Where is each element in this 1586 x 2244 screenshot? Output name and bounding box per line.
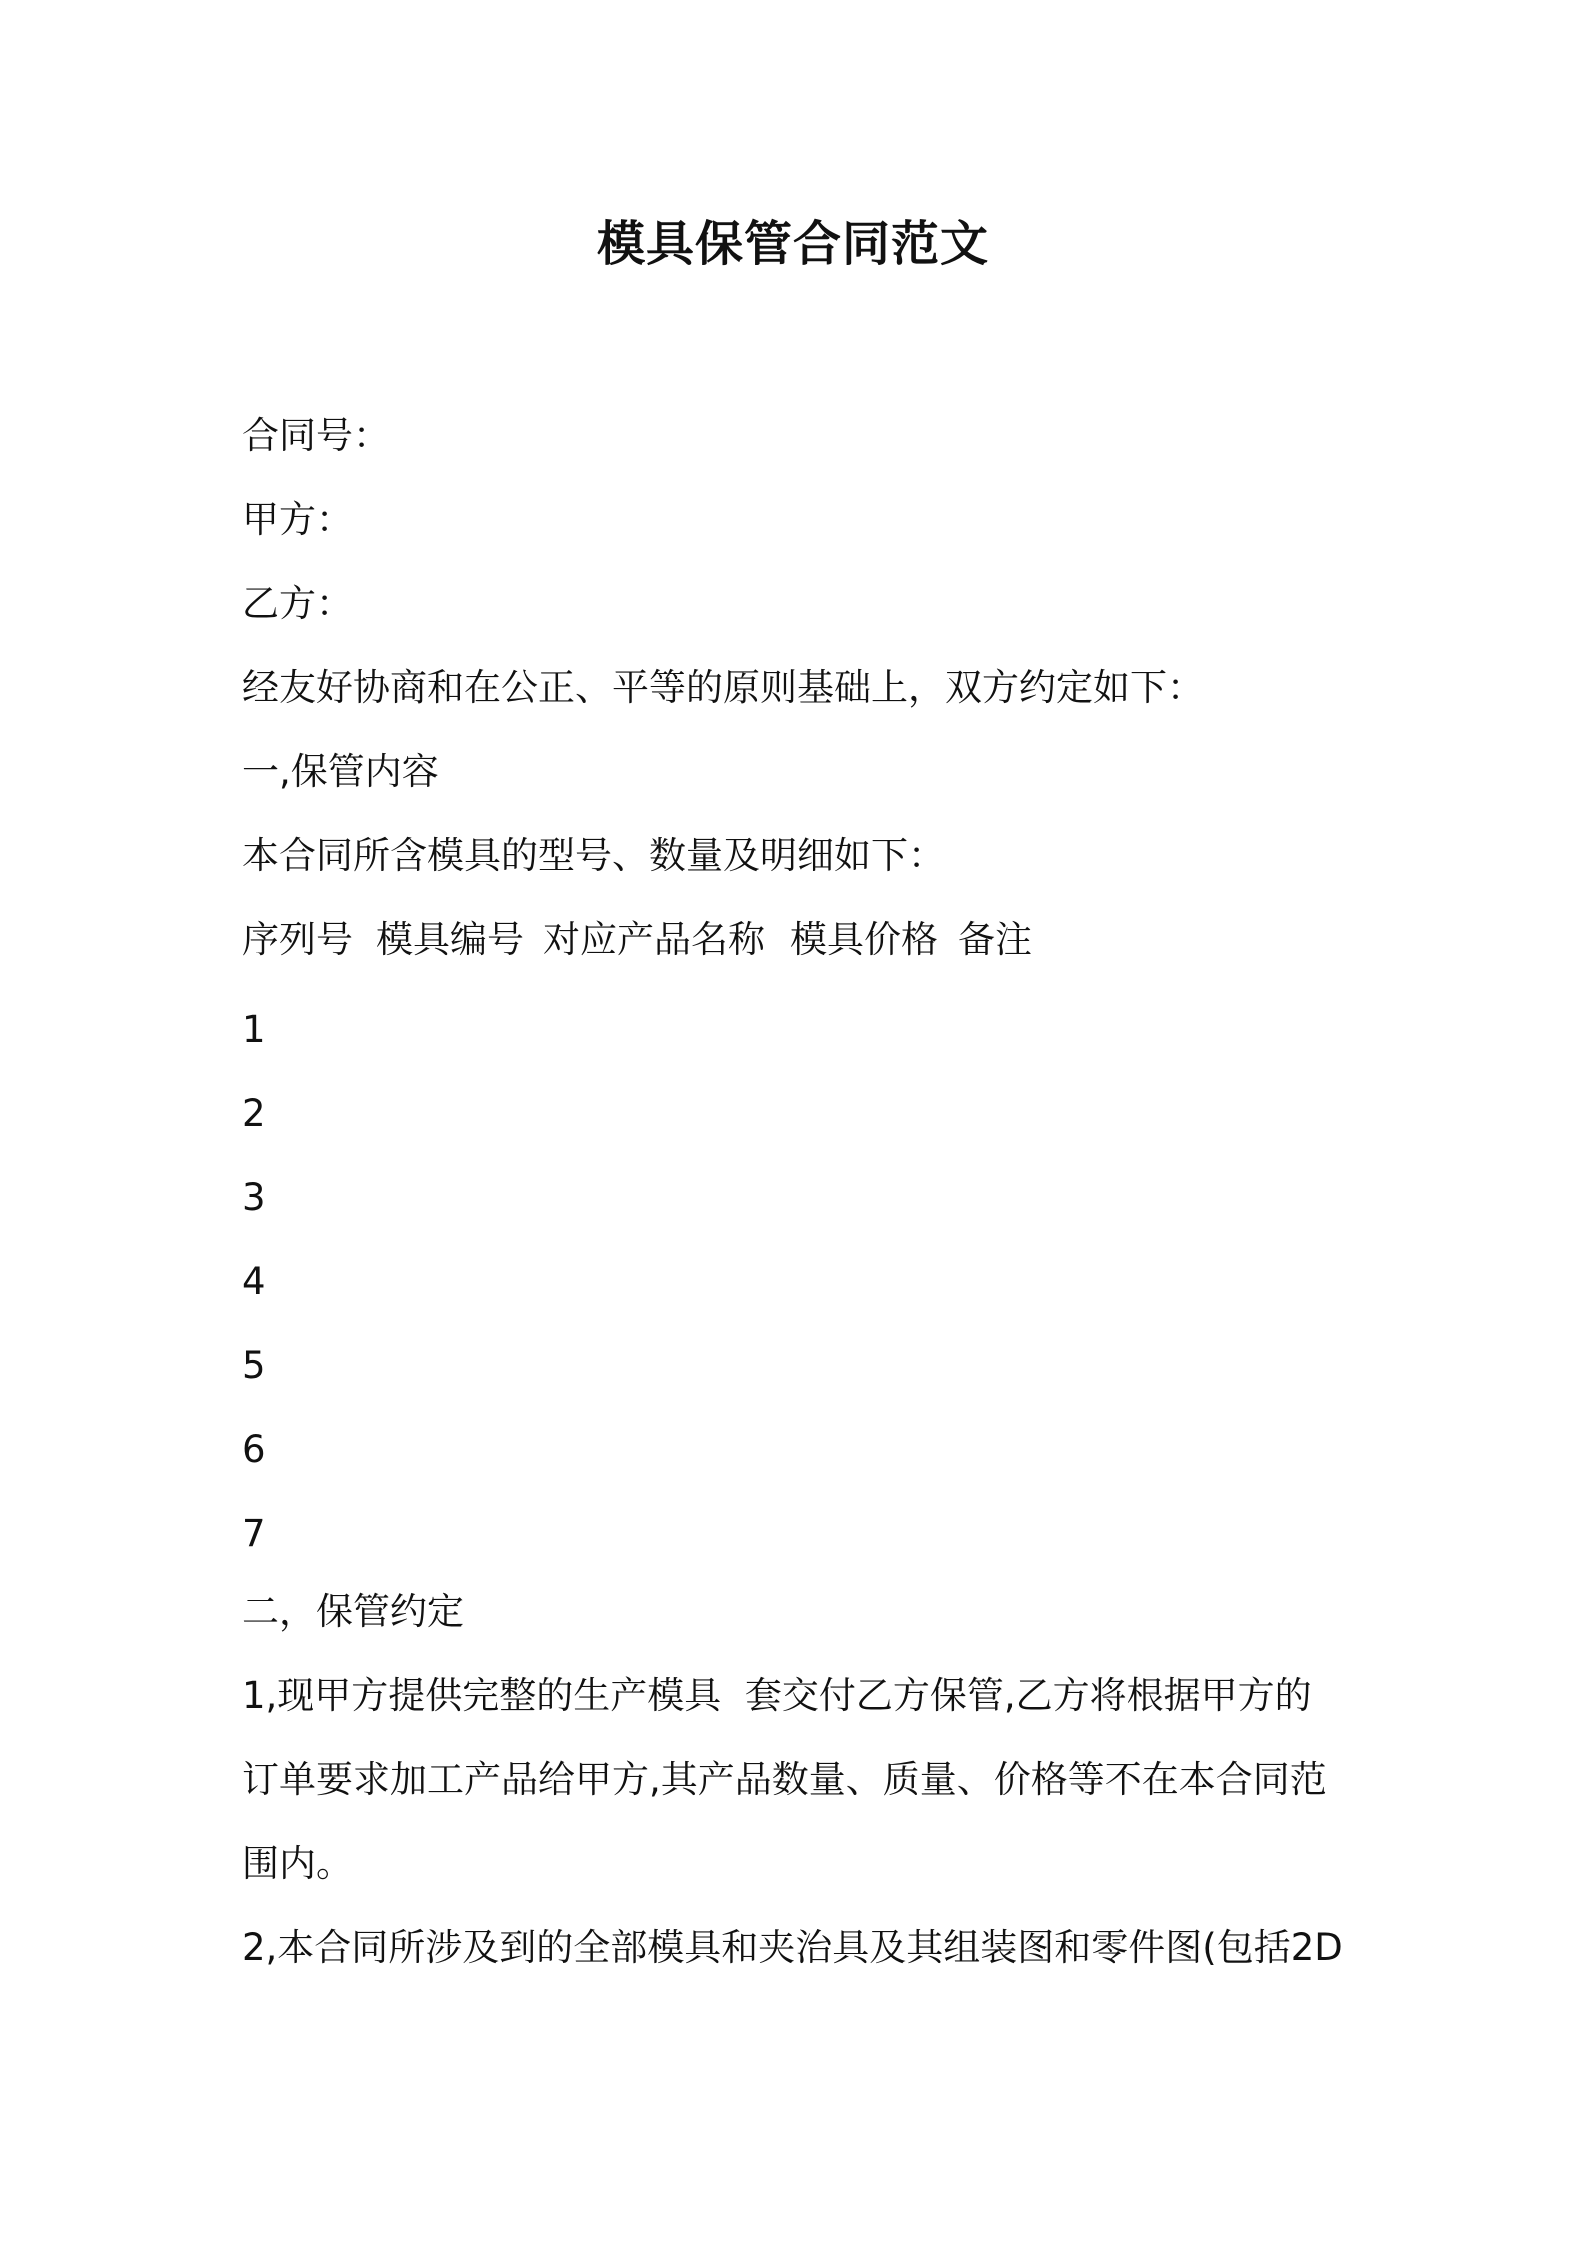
- table-row: 4: [242, 1260, 266, 1303]
- clause-1-line-3: 围内。: [242, 1842, 353, 1885]
- section-2-heading: 二，保管约定: [242, 1590, 464, 1633]
- table-row: 3: [242, 1176, 266, 1219]
- party-b-label: 乙方：: [242, 582, 353, 625]
- table-row: 2: [242, 1092, 266, 1135]
- table-header-mold-price: 模具价格: [790, 918, 938, 961]
- table-header-mold-number: 模具编号: [376, 918, 524, 961]
- clause-1-line-2: 订单要求加工产品给甲方,其产品数量、质量、价格等不在本合同范: [242, 1758, 1327, 1801]
- table-row: 7: [242, 1512, 266, 1555]
- table-header-product-name: 对应产品名称: [543, 918, 765, 961]
- table-header-serial: 序列号: [242, 918, 353, 961]
- preamble-text: 经友好协商和在公正、平等的原则基础上，双方约定如下：: [242, 666, 1204, 709]
- table-row: 5: [242, 1344, 266, 1387]
- contract-number-label: 合同号：: [242, 414, 390, 457]
- clause-1-line-1: 1,现甲方提供完整的生产模具 套交付乙方保管,乙方将根据甲方的: [242, 1674, 1312, 1717]
- table-row: 6: [242, 1428, 266, 1471]
- party-a-label: 甲方：: [242, 498, 353, 541]
- document-title: 模具保管合同范文: [596, 216, 989, 272]
- section-1-heading: 一,保管内容: [242, 750, 439, 793]
- table-header-remarks: 备注: [958, 918, 1032, 961]
- table-row: 1: [242, 1008, 266, 1051]
- clause-2-line-1: 2,本合同所涉及到的全部模具和夹治具及其组装图和零件图(包括2D: [242, 1926, 1343, 1969]
- section-1-intro: 本合同所含模具的型号、数量及明细如下：: [242, 834, 945, 877]
